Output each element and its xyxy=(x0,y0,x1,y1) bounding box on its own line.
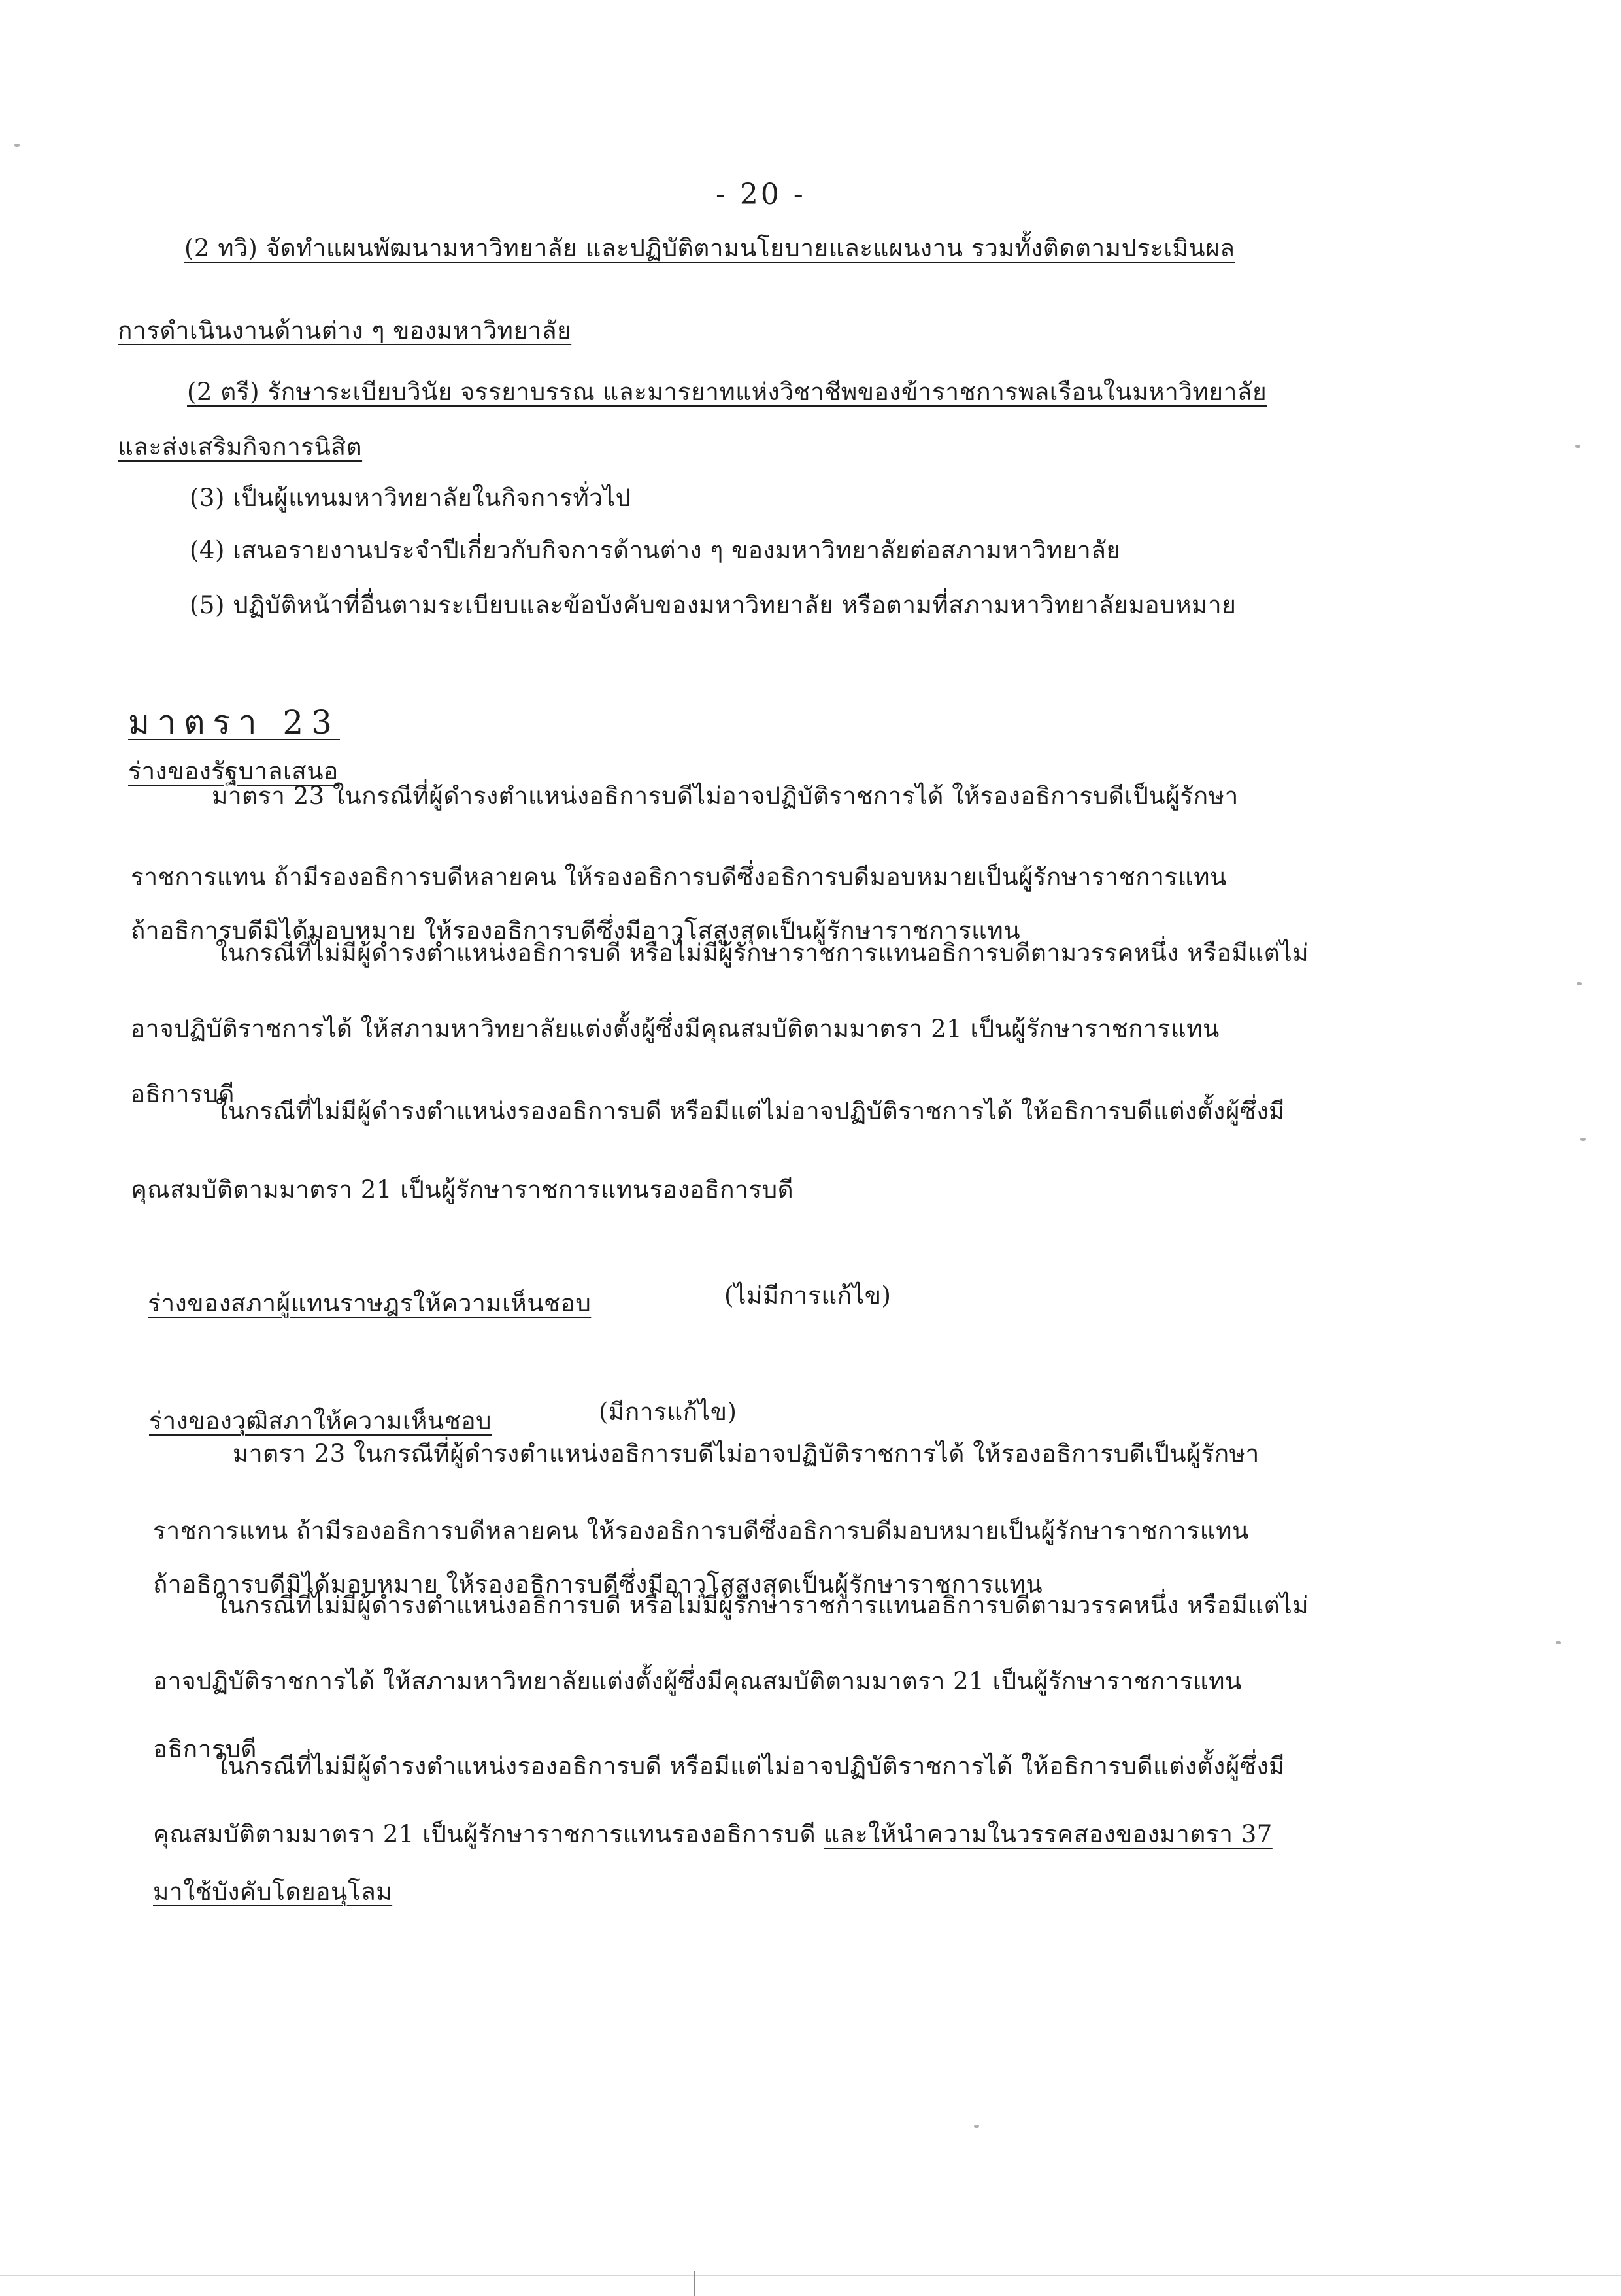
scan-speck xyxy=(14,144,20,147)
senate-draft-amendment-text: และให้นำความในวรรคสองของมาตรา 37 xyxy=(824,1820,1273,1848)
item-2-bis-line-2: การดำเนินงานด้านต่าง ๆ ของมหาวิทยาลัย xyxy=(118,316,572,345)
senate-draft-p2-line-2: อาจปฏิบัติราชการได้ ให้สภามหาวิทยาลัยแต่งตั้งผู้ซึ่งมีคุณสมบัติตามมาตรา 21 เป็นผู้รักษาราชการแทน xyxy=(153,1667,1242,1695)
gov-draft-p3-line-2: คุณสมบัติตามมาตรา 21 เป็นผู้รักษาราชการแทนรองอธิการบดี xyxy=(131,1175,794,1204)
section-title: มาตรา 23 xyxy=(128,703,340,741)
page-number: - 20 - xyxy=(716,178,806,211)
gov-draft-p1-line-2: ราชการแทน ถ้ามีรองอธิการบดีหลายคน ให้รองอธิการบดีซึ่งอธิการบดีมอบหมายเป็นผู้รักษาราชการแทน xyxy=(131,863,1227,891)
item-2-bis-line-1: (2 ทวิ) จัดทำแผนพัฒนามหาวิทยาลัย และปฏิบัติตามนโยบายและแผนงาน รวมทั้งติดตามประเมินผล xyxy=(184,234,1235,262)
senate-draft-p3-line-2-plain: คุณสมบัติตามมาตรา 21 เป็นผู้รักษาราชการแทนรองอธิการบดี xyxy=(153,1820,816,1848)
item-5: (5) ปฏิบัติหน้าที่อื่นตามระเบียบและข้อบังคับของมหาวิทยาลัย หรือตามที่สภามหาวิทยาลัยมอบหมาย xyxy=(190,591,1237,619)
senate-draft-p2-line-1: ในกรณีที่ไม่มีผู้ดำรงตำแหน่งอธิการบดี หรือไม่มีผู้รักษาราชการแทนอธิการบดีตามวรรคหนึ่ง หรือมีแต่ไม่ xyxy=(216,1591,1309,1619)
house-draft-heading: ร่างของสภาผู้แทนราษฎรให้ความเห็นชอบ xyxy=(148,1289,592,1317)
scan-speck xyxy=(974,2125,979,2128)
senate-draft-p3-line-1: ในกรณีที่ไม่มีผู้ดำรงตำแหน่งรองอธิการบดี หรือมีแต่ไม่อาจปฏิบัติราชการได้ ให้อธิการบดีแต่งตั้งผู้ซึ่งมี xyxy=(216,1752,1285,1780)
senate-draft-note: (มีการแก้ไข) xyxy=(599,1398,737,1426)
senate-draft-p2-line-3: อธิการบดี xyxy=(153,1735,257,1763)
item-2-ter-line-2: และส่งเสริมกิจการนิสิต xyxy=(118,433,363,461)
scan-speck xyxy=(1575,445,1580,448)
gov-draft-p2-line-3: อธิการบดี xyxy=(131,1080,235,1108)
gov-draft-p2-line-1: ในกรณีที่ไม่มีผู้ดำรงตำแหน่งอธิการบดี หรือไม่มีผู้รักษาราชการแทนอธิการบดีตามวรรคหนึ่ง หรือมีแต่ไม่ xyxy=(216,939,1309,967)
item-3: (3) เป็นผู้แทนมหาวิทยาลัยในกิจการทั่วไป xyxy=(190,484,631,512)
gov-draft-p3-line-1: ในกรณีที่ไม่มีผู้ดำรงตำแหน่งรองอธิการบดี หรือมีแต่ไม่อาจปฏิบัติราชการได้ ให้อธิการบดีแต่งตั้งผู้ซึ่งมี xyxy=(216,1097,1285,1125)
senate-draft-p1-line-3: ถ้าอธิการบดีมิได้มอบหมาย ให้รองอธิการบดีซึ่งมีอาวุโสสูงสุดเป็นผู้รักษาราชการแทน xyxy=(153,1570,1043,1598)
gov-draft-p1-line-3: ถ้าอธิการบดีมิได้มอบหมาย ให้รองอธิการบดีซึ่งมีอาวุโสสูงสุดเป็นผู้รักษาราชการแทน xyxy=(131,917,1021,945)
scan-bottom-tick xyxy=(694,2271,695,2296)
gov-draft-heading: ร่างของรัฐบาลเสนอ xyxy=(128,757,339,785)
gov-draft-p1-line-1: มาตรา 23 ในกรณีที่ผู้ดำรงตำแหน่งอธิการบดีไม่อาจปฏิบัติราชการได้ ให้รองอธิการบดีเป็นผู้รักษา xyxy=(212,782,1239,810)
scan-speck xyxy=(1580,1138,1586,1141)
senate-draft-amendment-text-line-2: มาใช้บังคับโดยอนุโลม xyxy=(153,1878,393,1906)
scan-bottom-edge xyxy=(0,2275,1621,2276)
senate-draft-p1-line-1: มาตรา 23 ในกรณีที่ผู้ดำรงตำแหน่งอธิการบดีไม่อาจปฏิบัติราชการได้ ให้รองอธิการบดีเป็นผู้รักษา xyxy=(233,1440,1260,1468)
scan-speck xyxy=(1556,1641,1561,1644)
item-4: (4) เสนอรายงานประจำปีเกี่ยวกับกิจการด้านต่าง ๆ ของมหาวิทยาลัยต่อสภามหาวิทยาลัย xyxy=(190,536,1121,564)
gov-draft-p2-line-2: อาจปฏิบัติราชการได้ ให้สภามหาวิทยาลัยแต่งตั้งผู้ซึ่งมีคุณสมบัติตามมาตรา 21 เป็นผู้รักษาราชการแทน xyxy=(131,1015,1220,1043)
scan-speck xyxy=(1577,982,1582,985)
house-draft-note: (ไม่มีการแก้ไข) xyxy=(724,1281,892,1309)
senate-draft-heading: ร่างของวุฒิสภาให้ความเห็นชอบ xyxy=(149,1407,492,1435)
senate-draft-p1-line-2: ราชการแทน ถ้ามีรองอธิการบดีหลายคน ให้รองอธิการบดีซึ่งอธิการบดีมอบหมายเป็นผู้รักษาราชการแทน xyxy=(153,1517,1249,1545)
item-2-ter-line-1: (2 ตรี) รักษาระเบียบวินัย จรรยาบรรณ และมารยาทแห่งวิชาชีพของข้าราชการพลเรือนในมหาวิทยาลัย xyxy=(187,378,1267,406)
senate-draft-p3-line-2 xyxy=(153,1819,1273,1850)
